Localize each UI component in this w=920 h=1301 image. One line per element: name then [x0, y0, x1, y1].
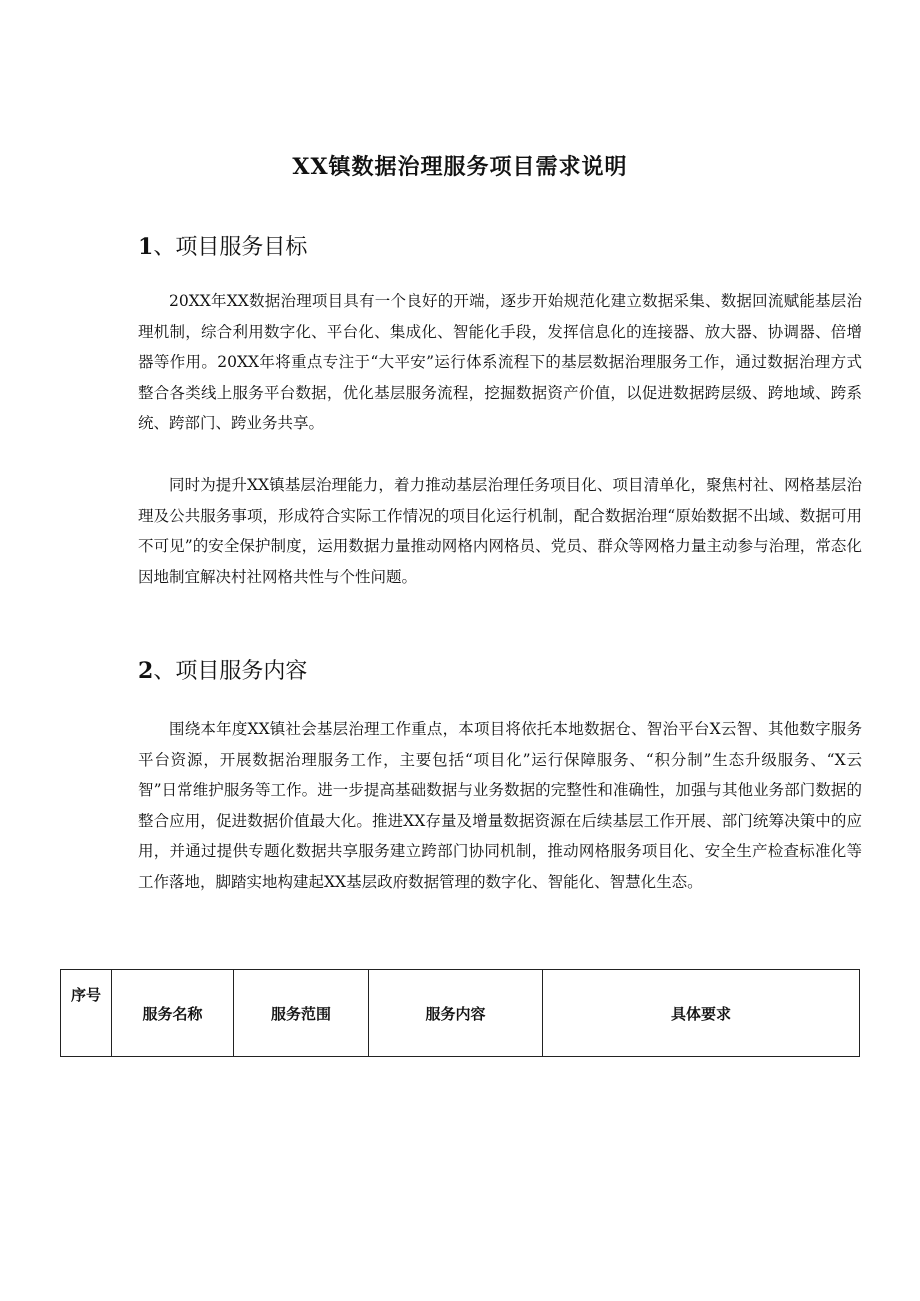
- section-2-number: 2: [138, 658, 154, 684]
- section-2-title: 、项目服务内容: [153, 659, 308, 684]
- table-header-row: [61, 970, 860, 1057]
- section-1-paragraph-1: 20XX年XX数据治理项目具有一个良好的开端，逐步开始规范化建立数据采集、数据回流赋能基层治理机制，综合利用数字化、平台化、集成化、智能化手段，发挥信息化的连接器、放大器、协调器、倍增器等作用。20XX年将重点专注于“大平安”运行体系流程下的基层数据治理服务工作，通过数据治理方式整合各类线上服务平台数据，优化基层服务流程，挖掘数据资产价值，以促进数据跨层级、跨地域、跨系统、跨部门、跨业务共享。: [138, 292, 862, 432]
- table-header-service-scope: 服务范围: [234, 970, 369, 1057]
- section-1-heading: [138, 230, 307, 261]
- section-2-heading: [138, 654, 307, 685]
- table-header-service-name: 服务名称: [112, 970, 234, 1057]
- document-title: XX镇数据治理服务项目需求说明: [292, 154, 628, 180]
- section-1-paragraph-2: 同时为提升XX镇基层治理能力，着力推动基层治理任务项目化、项目清单化，聚焦村社、网格基层治理及公共服务事项，形成符合实际工作情况的项目化运行机制，配合数据治理“原始数据不出域、数据可用不可见”的安全保护制度，运用数据力量推动网格内网格员、党员、群众等网格力量主动参与治理，常态化因地制宜解决村社网格共性与个性问题。: [138, 476, 862, 586]
- section-1-title: 、项目服务目标: [153, 235, 308, 260]
- section-2-paragraph-1: 围绕本年度XX镇社会基层治理工作重点，本项目将依托本地数据仓、智治平台X云智、其他数字服务平台资源，开展数据治理服务工作，主要包括“项目化”运行保障服务、“积分制”生态升级服务、“X云智”日常维护服务等工作。进一步提高基础数据与业务数据的完整性和准确性，加强与其他业务部门数据的整合应用，促进数据价值最大化。推进XX存量及增量数据资源在后续基层工作开展、部门统筹决策中的应用，并通过提供专题化数据共享服务建立跨部门协同机制，推动网格服务项目化、安全生产检查标准化等工作落地，脚踏实地构建起XX基层政府数据管理的数字化、智能化、智慧化生态。: [138, 720, 862, 891]
- service-table: [60, 969, 860, 1057]
- section-1-number: 1: [138, 234, 154, 260]
- table-header-seq: 序号: [61, 970, 112, 1057]
- table-header-requirements: 具体要求: [543, 970, 860, 1057]
- table-header-service-content: 服务内容: [369, 970, 543, 1057]
